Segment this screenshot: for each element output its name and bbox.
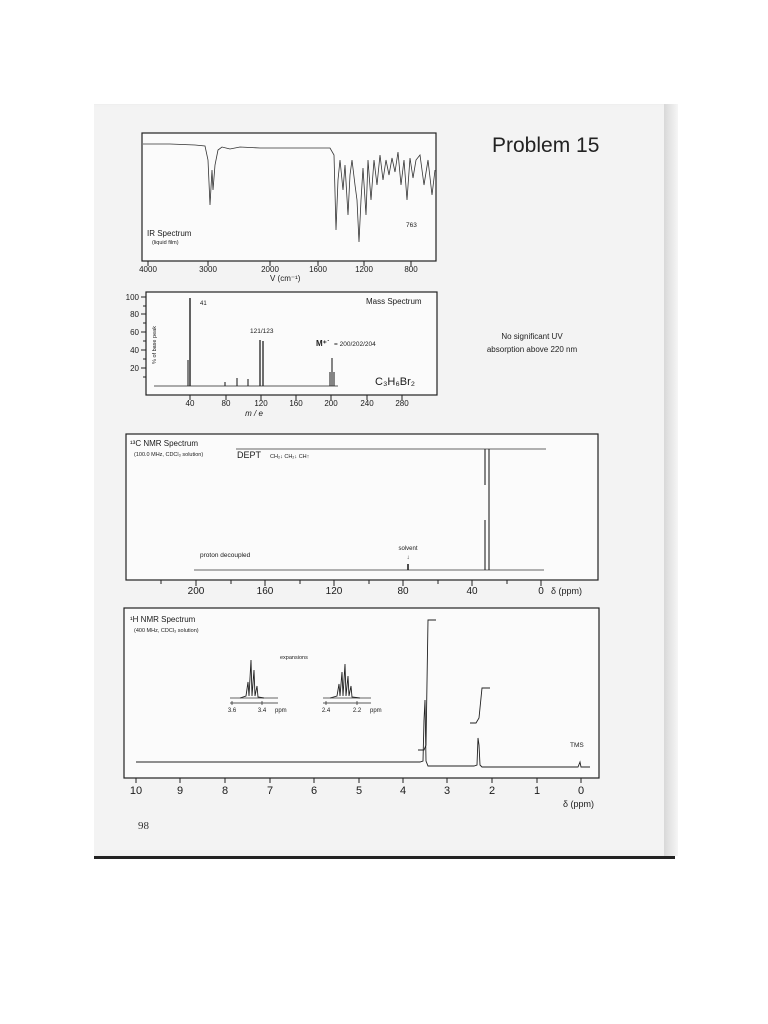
c13-tick-200: 200: [187, 586, 205, 597]
h1-subtitle: (400 MHz, CDCl₃ solution): [134, 628, 199, 634]
h1-tick-10: 10: [129, 785, 143, 797]
h1-title: ¹H NMR Spectrum: [130, 615, 196, 624]
c13-nmr-panel: [126, 434, 598, 597]
ms-xtick-200: 200: [324, 399, 338, 408]
ir-xlabel: V (cm⁻¹): [270, 274, 301, 283]
problem-title: Problem 15: [492, 134, 600, 157]
ms-xtick-280: 280: [395, 399, 409, 408]
ms-ytick-60: 60: [130, 328, 139, 337]
ms-xlabel: m / e: [245, 409, 263, 418]
h1-tick-2: 2: [488, 785, 496, 797]
c13-tick-80: 80: [397, 586, 409, 597]
h1-tick-0: 0: [577, 785, 585, 797]
ms-xtick-120: 120: [254, 399, 268, 408]
ms-xtick-80: 80: [221, 399, 231, 408]
ir-tick-2000: 2000: [261, 265, 279, 274]
ir-tick-3000: 3000: [199, 265, 217, 274]
ms-xtick-240: 240: [360, 399, 374, 408]
exp1-ppm: ppm: [275, 708, 287, 714]
ir-subtitle: (liquid film): [152, 240, 179, 246]
h1-tick-7: 7: [266, 785, 274, 797]
ir-title: IR Spectrum: [147, 229, 192, 238]
ir-tick-4000: 4000: [139, 265, 157, 274]
mass-spectrum-panel: [126, 292, 437, 418]
exp1-tick-3-6: 3.6: [227, 708, 237, 714]
c13-proton-decoupled: proton decoupled: [200, 552, 251, 559]
c13-unit: δ (ppm): [551, 586, 583, 596]
c13-axis-ticks: [161, 580, 541, 586]
c13-tick-160: 160: [256, 586, 274, 597]
ms-molecular-ion-symbol: M⁺˙: [316, 339, 330, 348]
ir-tick-1200: 1200: [355, 265, 373, 274]
ms-xtick-160: 160: [289, 399, 303, 408]
ir-tick-1600: 1600: [309, 265, 327, 274]
ms-ylabel: % of base peak: [152, 326, 158, 364]
c13-tick-0: 0: [538, 586, 544, 597]
h1-tick-6: 6: [310, 785, 318, 797]
ms-peak-41: 41: [200, 301, 207, 307]
h1-tms-label: TMS: [570, 742, 584, 749]
ms-molecular-ion-value: = 200/202/204: [334, 341, 376, 348]
ms-formula: C₃H₆Br₂: [375, 376, 416, 388]
uv-note-line-2: absorption above 220 nm: [486, 345, 578, 354]
page-number: 98: [138, 820, 149, 832]
uv-note: [470, 330, 594, 356]
h1-expansions-label: expansions: [280, 655, 308, 661]
exp2-tick-2-2: 2.2: [352, 708, 362, 714]
h1-axis-ticks: [136, 778, 581, 783]
h1-unit: δ (ppm): [563, 799, 595, 809]
h1-tick-4: 4: [399, 785, 407, 797]
ir-tick-800: 800: [404, 265, 418, 274]
c13-tick-40: 40: [466, 586, 478, 597]
arrow-down-icon: ↓: [406, 555, 410, 561]
ms-title: Mass Spectrum: [366, 297, 422, 306]
h1-tick-9: 9: [176, 785, 184, 797]
exp1-tick-3-4: 3.4: [257, 708, 267, 714]
ir-frame: [142, 133, 436, 261]
c13-dept-types: CH₂↓ CH₂↓ CH↑: [270, 454, 310, 460]
h1-tick-3: 3: [443, 785, 451, 797]
c13-title: ¹³C NMR Spectrum: [130, 439, 199, 448]
ms-ytick-40: 40: [130, 346, 139, 355]
exp2-tick-2-4: 2.4: [321, 708, 331, 714]
h1-tick-5: 5: [355, 785, 363, 797]
exp2-ppm: ppm: [370, 708, 382, 714]
ms-ytick-100: 100: [125, 293, 139, 302]
ms-y-ticks: [141, 297, 146, 377]
ir-peak-label: 763: [406, 222, 417, 229]
ms-ytick-80: 80: [130, 310, 139, 319]
c13-tick-120: 120: [325, 586, 343, 597]
c13-subtitle: (100.0 MHz, CDCl₃ solution): [134, 452, 204, 458]
ms-peak-121: 121/123: [250, 328, 274, 335]
h1-tick-8: 8: [221, 785, 229, 797]
c13-dept-label: DEPT: [237, 450, 262, 460]
uv-note-line-1: No significant UV: [501, 332, 563, 341]
ms-ytick-20: 20: [130, 364, 139, 373]
c13-solvent-label: solvent: [398, 546, 418, 552]
ir-spectrum-panel: [139, 133, 436, 283]
h1-tick-1: 1: [533, 785, 541, 797]
h1-nmr-panel: [124, 608, 599, 809]
ms-xtick-40: 40: [185, 399, 195, 408]
